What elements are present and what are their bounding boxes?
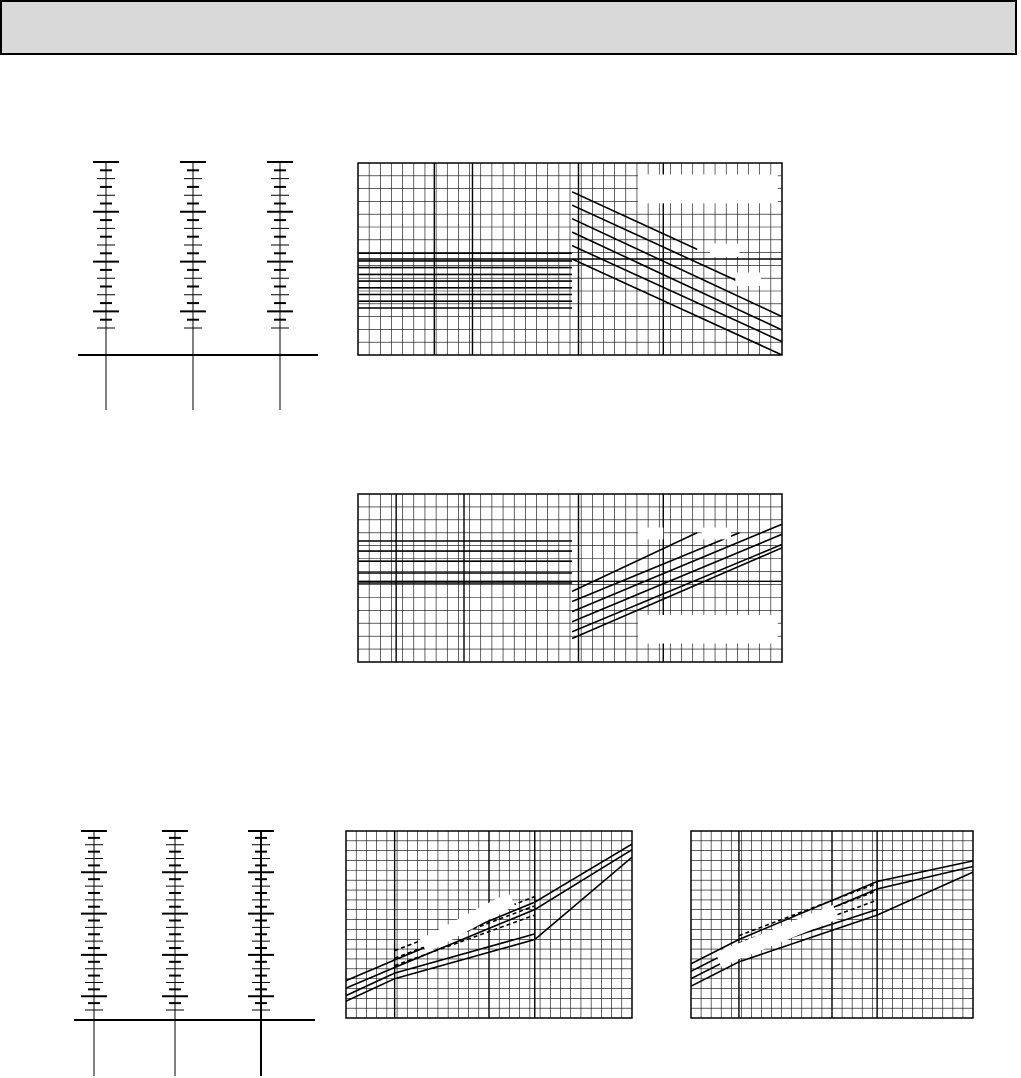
scale-top [78,162,318,410]
legend-box-1 [638,175,778,204]
series-line-6 [572,533,697,592]
legend-box-1 [715,905,838,966]
scale-bottom [74,831,315,1076]
chart-3 [346,831,632,1018]
legend-box-2 [701,528,731,540]
legend-box-2 [710,244,740,257]
chart-1 [358,163,782,355]
legend-box-3 [638,615,778,644]
series-line-7 [572,533,740,602]
chart-4 [691,831,973,1018]
series-line-5 [535,857,632,939]
legend-box-3 [735,272,760,285]
chart-2 [358,494,782,662]
legend-box-1 [638,528,663,540]
